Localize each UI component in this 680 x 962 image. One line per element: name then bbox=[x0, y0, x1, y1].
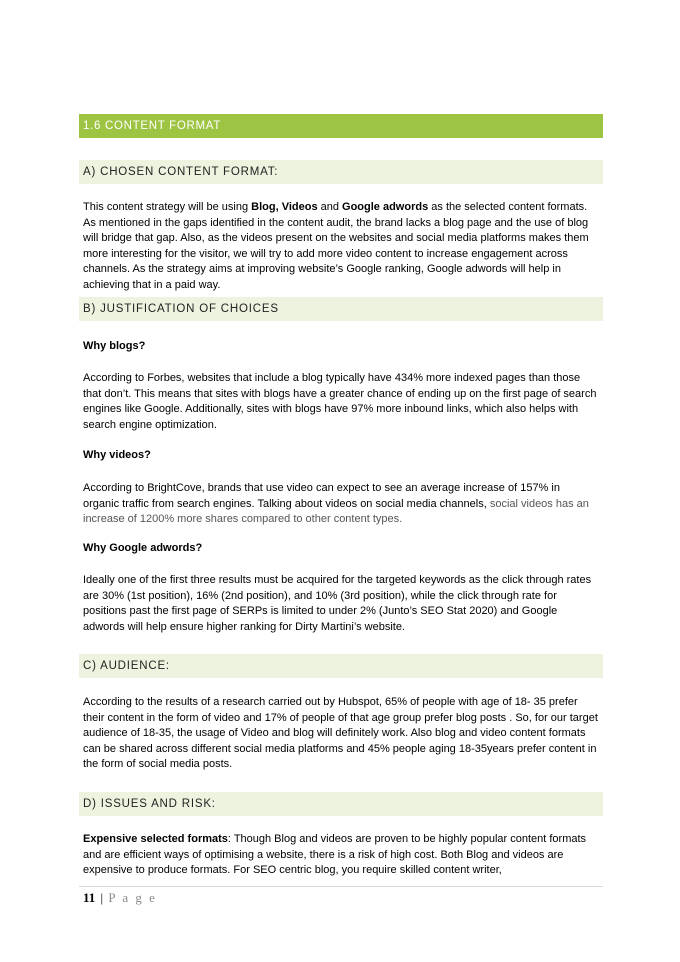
heading-chosen-content-format: A) CHOSEN CONTENT FORMAT: bbox=[79, 160, 603, 184]
subheading-why-blogs: Why blogs? bbox=[83, 340, 146, 352]
heading-justification: B) JUSTIFICATION OF CHOICES bbox=[79, 297, 603, 321]
text: This content strategy will be using bbox=[83, 201, 252, 213]
text: According to BrightCove, brands that use video can expect to see an average increase of 157% in organic traffic from search engines. Talking about videos on social media channels, bbox=[83, 482, 560, 510]
section-title-content-format: 1.6 CONTENT FORMAT bbox=[79, 114, 603, 138]
paragraph-google-adwords: Ideally one of the first three results must be acquired for the targeted keywords as the click through rates are 30% (1st position), 16% (2nd position), and 10% (3rd position), while the click through rate for positions past the first page of SERPs is limited to under 2% (Junto’s SEO Stat 2020) and Google adwords will help ensure higher ranking for Dirty Martini’s website. bbox=[83, 574, 592, 633]
footer-separator: | bbox=[100, 890, 104, 905]
paragraph-videos bbox=[83, 481, 599, 528]
page-number: 11 bbox=[83, 890, 96, 905]
subheading-why-videos: Why videos? bbox=[83, 449, 151, 461]
footer-divider bbox=[79, 886, 603, 887]
text: and bbox=[317, 201, 343, 213]
paragraph-chosen-format bbox=[83, 200, 599, 293]
text: : Though Blog and videos are proven to be highly popular content formats and are efficient ways of optimising a website, there is a risk of high cost. Both Blog and videos are expensive to produce formats. For SEO centric blog, you require skilled content writer, bbox=[83, 833, 587, 876]
heading-audience: C) AUDIENCE: bbox=[79, 654, 603, 678]
paragraph-blogs: According to Forbes, websites that include a blog typically have 434% more indexed pages than those that don’t. This means that sites with blogs have a greater chance of ending up on the first page of search engines like Google. Additionally, sites with blogs have 97% more inbound links, which also helps with search engine optimization. bbox=[83, 372, 597, 431]
text: as the selected content formats. As mentioned in the gaps identified in the content audit, the brand lacks a blog page and the use of blog will bridge that gap. Also, as the videos present on the websites and social media platforms makes them more interesting for the visitor, we will try to add more video content to increase engagement across channels. As the strategy aims at improving website’s Google ranking, Google adwords will help in achieving that in a paid way. bbox=[83, 201, 589, 291]
page-footer bbox=[83, 890, 157, 906]
bold-text: Expensive selected formats bbox=[83, 833, 228, 845]
paragraph-issues bbox=[83, 832, 599, 879]
paragraph-audience: According to the results of a research carried out by Hubspot, 65% of people with age of 18- 35 prefer their content in the form of video and 17% of people of that age group prefer blog posts . So, for our target audience of 18-35, the usage of Video and blog will definitely work. Also blog and video content formats can be shared across different social media platforms and 45% people aging 18-35years prefer content in the form of social media posts. bbox=[83, 696, 598, 770]
bold-text: Blog, Videos bbox=[251, 201, 318, 213]
text-grey: social videos has an increase of 1200% more shares compared to other content types. bbox=[83, 497, 589, 525]
heading-issues-and-risk: D) ISSUES AND RISK: bbox=[79, 792, 603, 816]
page-label: P a g e bbox=[108, 890, 157, 905]
subheading-why-google-adwords: Why Google adwords? bbox=[83, 542, 203, 554]
bold-text: Google adwords bbox=[342, 201, 429, 213]
